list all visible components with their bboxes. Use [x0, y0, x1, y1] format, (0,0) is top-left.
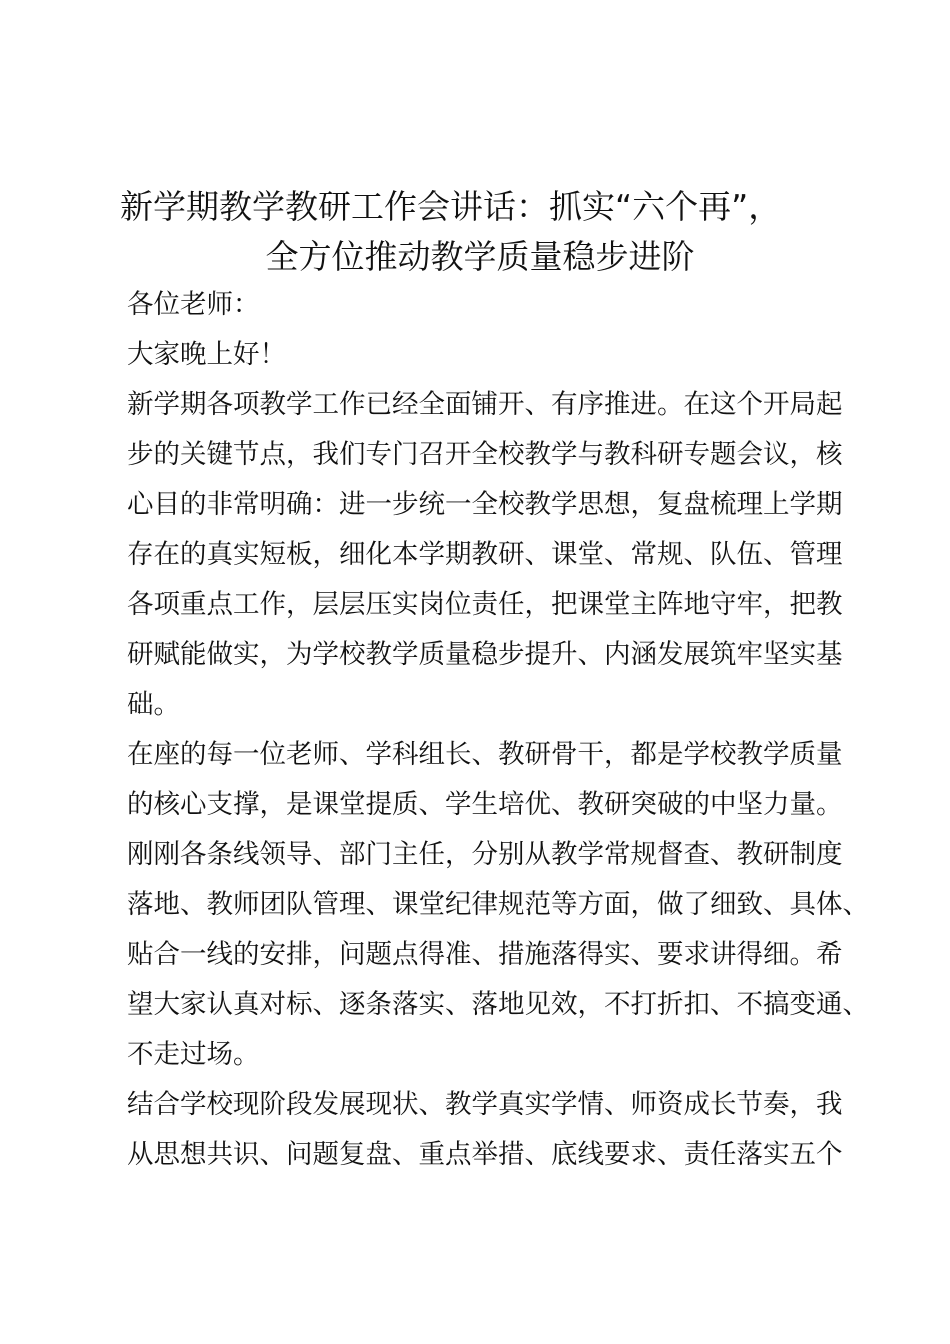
paragraph-line: 从思想共识、问题复盘、重点举措、底线要求、责任落实五个	[127, 1139, 843, 1170]
paragraph-line: 步的关键节点，我们专门召开全校教学与教科研专题会议，核	[127, 439, 843, 470]
paragraph-line: 心目的非常明确：进一步统一全校教学思想，复盘梳理上学期	[127, 489, 843, 520]
paragraph-line: 刚刚各条线领导、部门主任，分别从教学常规督查、教研制度	[127, 839, 843, 870]
paragraph-opening	[127, 380, 847, 730]
paragraph-line: 贴合一线的安排，问题点得准、措施落得实、要求讲得细。希	[127, 939, 843, 970]
greeting: 大家晚上好！	[127, 339, 286, 370]
paragraph-line: 各项重点工作，层层压实岗位责任，把课堂主阵地守牢，把教	[127, 589, 843, 620]
paragraph-line: 望大家认真对标、逐条落实、落地见效，不打折扣、不搞变通、	[127, 989, 869, 1020]
paragraph-line: 结合学校现阶段发展现状、教学真实学情、师资成长节奏，我	[127, 1089, 843, 1120]
paragraph-line: 研赋能做实，为学校教学质量稳步提升、内涵发展筑牢坚实基	[127, 639, 843, 670]
document-title-line-1: 新学期教学教研工作会讲话：抓实“六个再”，	[120, 187, 782, 226]
salutation: 各位老师：	[127, 289, 260, 320]
document-title-line-2: 全方位推动教学质量稳步进阶	[265, 237, 695, 276]
paragraph-line: 础。	[127, 689, 180, 720]
paragraph-line: 存在的真实短板，细化本学期教研、课堂、常规、队伍、管理	[127, 539, 843, 570]
paragraph-line: 的核心支撑，是课堂提质、学生培优、教研突破的中坚力量。	[127, 789, 843, 820]
paragraph-line: 在座的每一位老师、学科组长、教研骨干，都是学校教学质量	[127, 739, 843, 770]
paragraph-line: 落地、教师团队管理、课堂纪律规范等方面，做了细致、具体、	[127, 889, 869, 920]
paragraph-line: 新学期各项教学工作已经全面铺开、有序推进。在这个开局起	[127, 389, 843, 420]
paragraph-line: 不走过场。	[127, 1039, 260, 1070]
paragraph-outline	[127, 1080, 847, 1180]
paragraph-staff	[127, 730, 869, 1080]
